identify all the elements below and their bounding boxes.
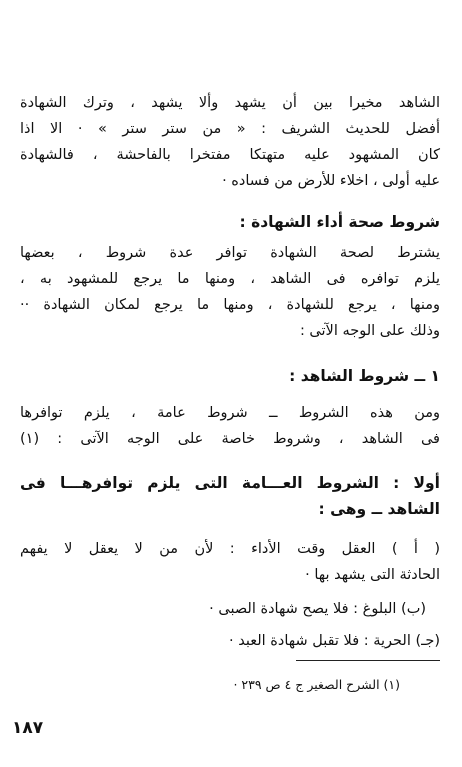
section-heading-conditions: شروط صحة أداء الشهادة : [239, 213, 440, 231]
item-c: (جـ) الحرية : فلا تقبل شهادة العبد · [229, 633, 440, 649]
paragraph-2-line-1: يشترط لصحة الشهادة توافر عدة شروط ، بعضها [20, 245, 440, 261]
general-conditions-heading-line-1: أولا : الشروط العـــامة التى يلزم توافرهـــا فى [20, 474, 440, 492]
paragraph-1-line-2: أفضل للحديث الشريف : « من ستر ستر » · الا اذا [20, 121, 440, 137]
item-b: (ب) البلوغ : فلا يصح شهادة الصبى · [209, 601, 426, 617]
paragraph-3-line-1: ومن هذه الشروط ــ شروط عامة ، يلزم توافرها [20, 405, 440, 421]
paragraph-1-line-4: عليه أولى ، اخلاء للأرض من فساده · [222, 173, 440, 189]
paragraph-3-line-2: فى الشاهد ، وشروط خاصة على الوجه الآتى : (١) [20, 431, 440, 447]
paragraph-2-line-4: وذلك على الوجه الآتى : [299, 323, 440, 339]
page-number: ١٨٧ [12, 718, 44, 738]
paragraph-1-line-1: الشاهد مخيرا بين أن يشهد وألا يشهد ، وترك الشهادة [20, 95, 440, 111]
paragraph-2-line-2: يلزم توافره فى الشاهد ، ومنها ما يرجع للمشهود به ، [20, 271, 440, 287]
footnote: (١) الشرح الصغير ج ٤ ص ٢٣٩ · [233, 677, 400, 692]
paragraph-2-line-3: ومنها ، يرجع للشهادة ، ومنها ما يرجع لمكان الشهادة ·· [20, 297, 440, 313]
footnote-divider [296, 660, 440, 661]
item-a-line-1: ( أ ) العقل وقت الأداء : لأن من لا يعقل لا يفهم [20, 541, 440, 557]
section-heading-witness-conditions: ١ ــ شروط الشاهد : [289, 367, 440, 385]
item-a-line-2: الحادثة التى يشهد بها · [305, 567, 440, 583]
paragraph-1-line-3: كان المشهود عليه متهتكا مفتخرا بالفاحشة ، فالشهادة [20, 147, 440, 163]
general-conditions-heading-line-2: الشاهد ــ وهى : [318, 500, 440, 518]
